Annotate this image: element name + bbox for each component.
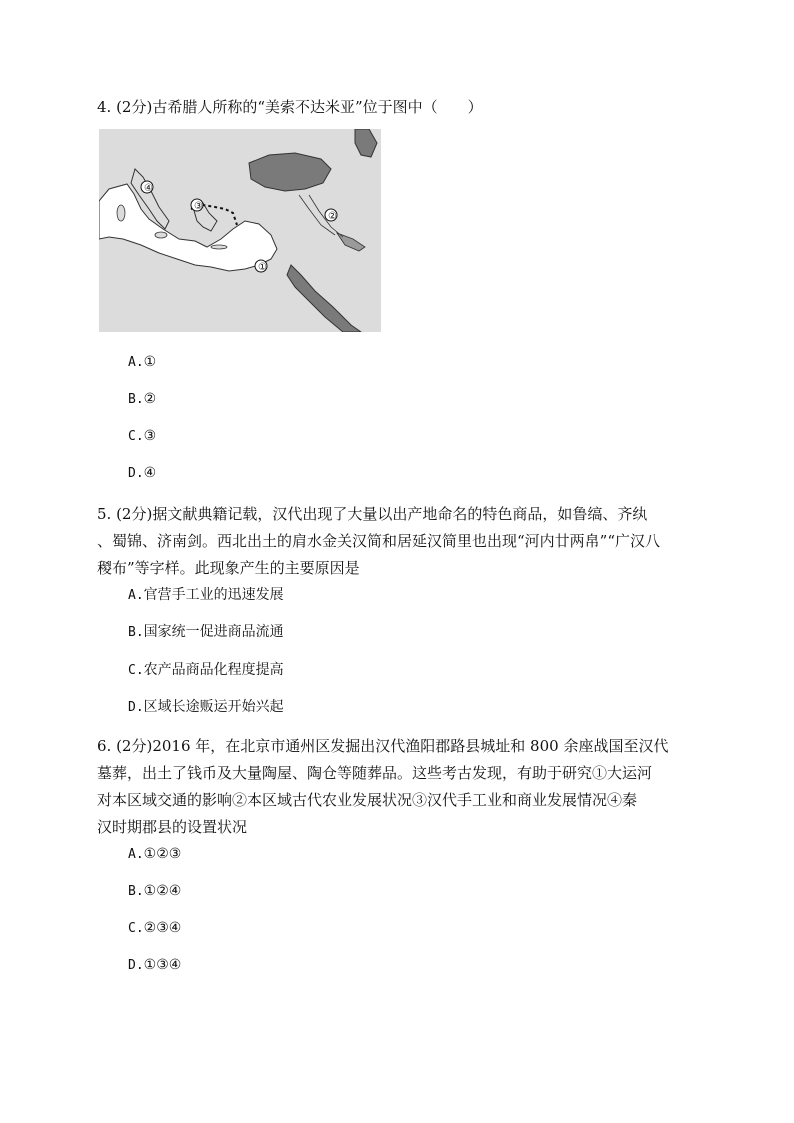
q4-option-d[interactable] <box>128 463 156 484</box>
q6-line-1: 6. (2分)2016 年，在北京市通州区发掘出汉代渔阳郡路县城址和 800 余座战国至汉代 <box>97 737 669 755</box>
q4-option-c[interactable] <box>128 426 156 447</box>
q6-option-d-label: D. <box>128 958 144 973</box>
marker-2: ② <box>328 211 337 222</box>
q5-option-d-text: 区域长途贩运开始兴起 <box>143 699 284 715</box>
q5-option-b-label: B. <box>128 625 144 640</box>
marker-4: ④ <box>144 183 153 194</box>
q4-option-b-label: B. <box>128 392 144 407</box>
q4-option-a-label: A. <box>128 355 144 370</box>
marker-1: ① <box>258 262 267 273</box>
q5-option-d[interactable] <box>128 697 284 718</box>
crete-island <box>211 245 227 249</box>
question-5-stem <box>97 501 697 582</box>
q4-option-b[interactable] <box>128 389 156 410</box>
q4-option-b-text: ② <box>143 391 157 407</box>
question-4-stem: 4. (2分)古希腊人所称的“美索不达米亚”位于图中（ ） <box>97 98 483 116</box>
q5-line-3: 稯布”等字样。此现象产生的主要原因是 <box>97 559 360 577</box>
q4-option-d-label: D. <box>128 466 144 481</box>
q4-option-a-text: ① <box>143 354 157 370</box>
marker-3: ③ <box>194 201 203 212</box>
q5-option-b[interactable] <box>128 622 284 643</box>
q6-line-4: 汉时期郡县的设置状况 <box>97 818 248 836</box>
q5-line-1: 5. (2分)据文献典籍记载，汉代出现了大量以出产地命名的特色商品，如鲁缟、齐纨 <box>97 505 648 523</box>
q5-option-a[interactable] <box>128 585 284 606</box>
q6-line-2: 墓葬，出土了钱币及大量陶屋、陶仓等随葬品。这些考古发现，有助于研究①大运河 <box>97 764 653 782</box>
q5-line-2: 、蜀锦、济南剑。西北出土的肩水金关汉简和居延汉简里也出现“河内廿两帛”“广汉八 <box>97 532 661 550</box>
q6-option-a[interactable] <box>128 844 181 865</box>
q6-option-b-label: B. <box>128 884 144 899</box>
q6-option-c-text: ②③④ <box>143 920 182 936</box>
q6-option-d-text: ①③④ <box>143 957 182 973</box>
mediterranean-map <box>99 129 381 332</box>
q6-option-a-label: A. <box>128 847 144 862</box>
q6-option-d[interactable] <box>128 955 181 976</box>
q4-option-c-text: ③ <box>143 428 157 444</box>
q4-option-c-label: C. <box>128 429 144 444</box>
q6-option-c-label: C. <box>128 921 144 936</box>
q5-option-d-label: D. <box>128 700 144 715</box>
q5-option-c[interactable] <box>128 660 284 681</box>
sardinia-island <box>117 205 125 221</box>
sicily-island <box>155 232 167 238</box>
question-6-stem <box>97 733 697 841</box>
q5-option-c-text: 农产品商品化程度提高 <box>143 662 284 678</box>
q5-option-b-text: 国家统一促进商品流通 <box>143 624 284 640</box>
q6-option-b[interactable] <box>128 881 181 902</box>
q5-option-a-label: A. <box>128 588 144 603</box>
q4-option-a[interactable] <box>128 352 156 373</box>
q5-option-a-text: 官营手工业的迅速发展 <box>143 587 284 603</box>
q6-option-c[interactable] <box>128 918 181 939</box>
q5-option-c-label: C. <box>128 663 144 678</box>
q6-option-b-text: ①②④ <box>143 883 182 899</box>
q4-option-d-text: ④ <box>143 465 157 481</box>
q6-option-a-text: ①②③ <box>143 846 182 862</box>
q6-line-3: 对本区域交通的影响②本区域古代农业发展状况③汉代手工业和商业发展情况④秦 <box>97 791 638 809</box>
